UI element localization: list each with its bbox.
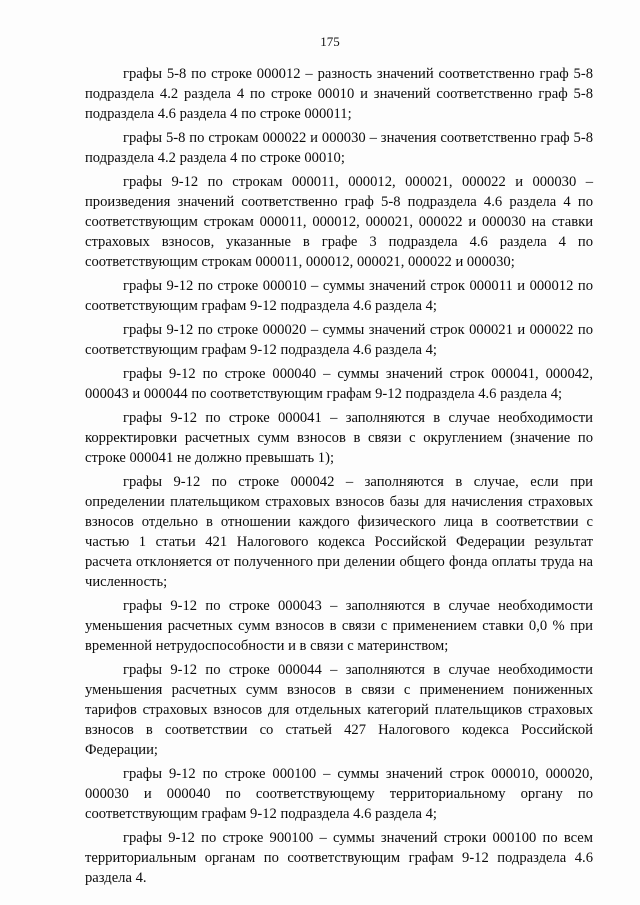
paragraph-1: графы 5-8 по строке 000012 – разность значений соответственно граф 5-8 подраздела 4.2 раздела 4 по строке 00010 и значений соответственно граф 5-8 подраздела 4.6 раздела 4 по строке 000011; [85, 66, 593, 122]
paragraph-8: графы 9-12 по строке 000042 – заполняются в случае, если при определении плательщиком страховых взносов базы для начисления страховых взносов отдельно в отношении каждого физического лица в соответствии с частью 1 статьи 421 Налогового кодекса Российской Федерации результат расчета отклоняется от полученного при делении общего фонда оплаты труда на численность; [85, 474, 593, 590]
paragraph-5: графы 9-12 по строке 000020 – суммы значений строк 000021 и 000022 по соответствующим графам 9-12 подраздела 4.6 раздела 4; [85, 322, 593, 358]
paragraph-6: графы 9-12 по строке 000040 – суммы значений строк 000041, 000042, 000043 и 000044 по соответствующим графам 9-12 подраздела 4.6 раздела 4; [85, 366, 593, 402]
paragraph-3: графы 9-12 по строкам 000011, 000012, 000021, 000022 и 000030 – произведения значений соответственно граф 5-8 подраздела 4.6 раздела 4 по соответствующим строкам 000011, 000012, 000021, 000022 и 000030 на ставки страховых взносов, указанные в графе 3 подраздела 4.6 раздела 4 по соответствующим строкам 000011, 000012, 000021, 000022 и 000030; [85, 174, 593, 270]
paragraph-12: графы 9-12 по строке 900100 – суммы значений строки 000100 по всем территориальным органам по соответствующим графам 9-12 подраздела 4.6 раздела 4. [85, 830, 593, 886]
page-number: 175 [320, 34, 340, 49]
paragraph-9: графы 9-12 по строке 000043 – заполняются в случае необходимости уменьшения расчетных сумм взносов в связи с применением ставки 0,0 % при временной нетрудоспособности и в связи с материнством; [85, 598, 593, 654]
paragraph-11: графы 9-12 по строке 000100 – суммы значений строк 000010, 000020, 000030 и 000040 по соответствующему территориальному органу по соответствующим графам 9-12 подраздела 4.6 раздела 4; [85, 766, 593, 822]
paragraph-7: графы 9-12 по строке 000041 – заполняются в случае необходимости корректировки расчетных сумм взносов в связи с округлением (значение по строке 000041 не должно превышать 1); [85, 410, 593, 466]
paragraph-4: графы 9-12 по строке 000010 – суммы значений строк 000011 и 000012 по соответствующим графам 9-12 подраздела 4.6 раздела 4; [85, 278, 593, 314]
paragraph-2: графы 5-8 по строкам 000022 и 000030 – значения соответственно граф 5-8 подраздела 4.2 раздела 4 по строке 00010; [85, 130, 593, 166]
paragraph-10: графы 9-12 по строке 000044 – заполняются в случае необходимости уменьшения расчетных сумм взносов в связи с применением пониженных тарифов страховых взносов для отдельных категорий плательщиков страховых взносов в соответствии со статьей 427 Налогового кодекса Российской Федерации; [85, 662, 593, 758]
document-body [85, 64, 593, 892]
